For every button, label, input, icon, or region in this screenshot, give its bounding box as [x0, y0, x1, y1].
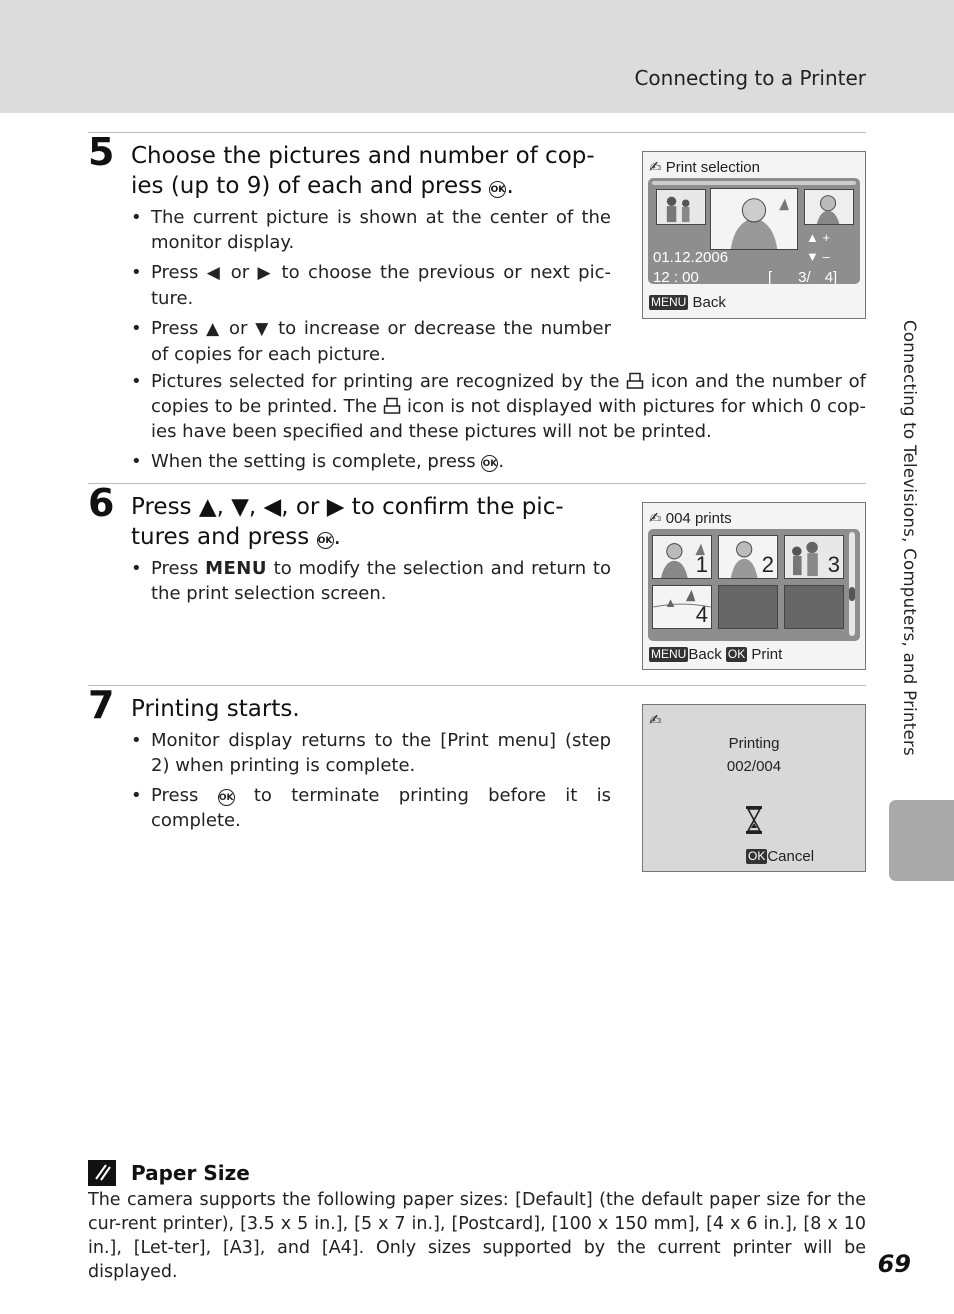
heading-text: or [295, 494, 320, 520]
step-heading [131, 492, 611, 552]
note-title: Paper Size [131, 1161, 250, 1185]
list-item [131, 260, 611, 311]
counter-total: 4] [824, 269, 838, 286]
side-chapter-tab [889, 800, 954, 881]
screen-title-text: 004 prints [665, 510, 732, 527]
bullet-text: Press [151, 558, 199, 579]
screen-footer [649, 294, 726, 311]
increase-indicator [806, 230, 830, 245]
bullet-text: or [229, 318, 248, 339]
screen-footer [649, 646, 782, 663]
heading-text: tures and press [131, 524, 310, 550]
side-chapter-label: Connecting to Televisions, Computers, and Printers [900, 320, 919, 757]
right-arrow-icon: ▶ [257, 263, 274, 283]
plus-text: + [822, 230, 831, 245]
decrease-indicator [806, 249, 830, 264]
thumbnail [652, 585, 712, 629]
list-item: • When the setting is complete, press OK. [131, 449, 866, 474]
menu-button-icon: MENU [651, 647, 687, 661]
bullet-text: to choose the previous or next pic-ture. [151, 262, 611, 309]
thumbnail [652, 535, 712, 579]
step-number: 6 [88, 481, 115, 525]
ok-button-icon: OK [481, 455, 498, 472]
thumbnail [784, 535, 844, 579]
time-label: 12 : 00 [653, 269, 699, 286]
printing-progress: 002/004 [726, 758, 782, 775]
list-item [131, 728, 611, 778]
empty-slot [784, 585, 844, 629]
ok-button-icon: OK [748, 849, 766, 863]
bullet-text: to increase or decrease the number of copies for each picture. [151, 318, 611, 365]
divider [88, 483, 866, 484]
hourglass-icon [745, 805, 763, 839]
bullet-text: to terminate printing before it is complete. [151, 785, 611, 831]
page-number: 69 [877, 1250, 911, 1278]
minus-text: – [822, 249, 830, 264]
prints-screen [642, 502, 866, 670]
divider [88, 685, 866, 686]
header-band [0, 0, 954, 113]
copy-count: 1 [695, 552, 708, 577]
step-heading-line: Choose the pictures and number of cop- [131, 143, 595, 169]
menu-button-icon: MENU [205, 558, 267, 579]
counter-open: [ [768, 269, 773, 286]
note-icon [88, 1160, 116, 1186]
print-order-icon [626, 371, 644, 392]
print-order-icon [383, 396, 401, 417]
right-arrow-icon: ▶ [326, 494, 345, 520]
heading-text: ies (up to 9) of each and press [131, 173, 483, 199]
ok-button-icon: OK [489, 181, 506, 198]
up-arrow-icon: ▲ [198, 494, 217, 520]
bullet-text: Monitor display returns to the [Print menu] (step 2) when printing is complete. [151, 730, 611, 776]
print-label: Print [751, 646, 783, 663]
bullet-text: The current picture is shown at the center of the monitor display. [151, 207, 611, 253]
bullet-text: to modify the selection and return to the print selection screen. [151, 558, 611, 604]
print-selection-screen [642, 151, 866, 319]
screen-footer [746, 848, 814, 865]
thumbnail-grid [648, 529, 860, 641]
bullet-text: icon and the number of copies to be printed. The [151, 371, 866, 417]
left-arrow-icon: ◀ [206, 263, 223, 283]
screen-title [649, 158, 760, 176]
screen-title [649, 509, 732, 527]
list-item [131, 783, 611, 833]
counter-value: 3/ [798, 269, 811, 286]
step-heading [131, 141, 611, 201]
left-arrow-icon: ◀ [263, 494, 282, 520]
bullet-list [131, 205, 611, 372]
heading-text: to confirm the pic- [351, 494, 564, 520]
heading-text: Press [131, 494, 192, 520]
scroll-bar [849, 532, 855, 636]
step-number: 5 [88, 130, 115, 174]
pictbridge-icon: ✍ [649, 159, 662, 176]
bullet-list [131, 728, 611, 838]
down-arrow-icon: ▼ [231, 494, 249, 520]
step-heading: Printing starts. [131, 696, 300, 722]
cancel-label: Cancel [767, 848, 815, 865]
scroll-thumb [849, 587, 855, 601]
list-item [131, 205, 611, 255]
bullet-text: Pictures selected for printing are recognized by the [151, 371, 620, 392]
section-title: Connecting to a Printer [634, 66, 866, 90]
copy-counter [768, 269, 837, 286]
thumbnail-panel [648, 178, 860, 284]
bullet-text: Press [151, 785, 199, 806]
step-number: 7 [88, 683, 115, 727]
bullet-list [131, 369, 866, 479]
bullet-text: icon is not displayed with pictures for which 0 cop-ies have been specified and these pictures will not be printed. [151, 396, 866, 442]
bullet-text: Press [151, 262, 199, 283]
back-label: Back [688, 646, 722, 663]
step-heading-line: ies (up to 9) of each and press OK. [131, 173, 514, 199]
thumbnail-current [710, 188, 798, 250]
thumbnail-next [804, 189, 854, 225]
empty-slot [718, 585, 778, 629]
ok-button-icon: OK [218, 789, 235, 806]
copy-count: 2 [761, 552, 774, 577]
scroll-bar [652, 181, 856, 185]
ok-button-icon: OK [727, 647, 746, 661]
divider [88, 132, 866, 133]
pictbridge-icon: ✍ [649, 712, 662, 729]
date-label: 01.12.2006 [653, 249, 729, 266]
step-heading-line: Press ▲, ▼, ◀, or ▶ to confirm the pic- [131, 494, 564, 520]
up-arrow-icon: ▲ [206, 319, 222, 339]
menu-button-icon: MENU [651, 295, 687, 309]
copy-count: 3 [827, 552, 840, 577]
step-heading-line: tures and press OK. [131, 524, 341, 550]
bullet-text: or [230, 262, 250, 283]
up-arrow-icon: ▲ [806, 230, 819, 245]
screen-title-text: Print selection [665, 159, 760, 176]
ok-button-icon: OK [317, 532, 334, 549]
printing-status: Printing [728, 735, 780, 752]
down-arrow-icon: ▼ [806, 249, 819, 264]
note-body: The camera supports the following paper sizes: [Default] (the default paper size for the cur-rent printer), [3.5 x 5 in.], [5 x 7 in.], [Postcard], [100 x 150 mm], [4 x 6 in.], [8 x 10 in.], [Let-ter], [A3], and [A4]. Only sizes supported by the current printer will be displayed. [88, 1190, 866, 1282]
list-item [131, 369, 866, 444]
thumbnail-previous [656, 189, 706, 225]
bullet-text: When the setting is complete, press [151, 451, 476, 472]
list-item [131, 316, 611, 367]
list-item [131, 556, 611, 606]
back-label: Back [692, 294, 726, 311]
thumbnail [718, 535, 778, 579]
copy-count: 4 [695, 602, 708, 627]
bullet-list [131, 556, 611, 611]
bullet-text: Press [151, 318, 199, 339]
pictbridge-icon: ✍ [649, 510, 662, 527]
printing-screen [642, 704, 866, 872]
down-arrow-icon: ▼ [255, 319, 271, 339]
